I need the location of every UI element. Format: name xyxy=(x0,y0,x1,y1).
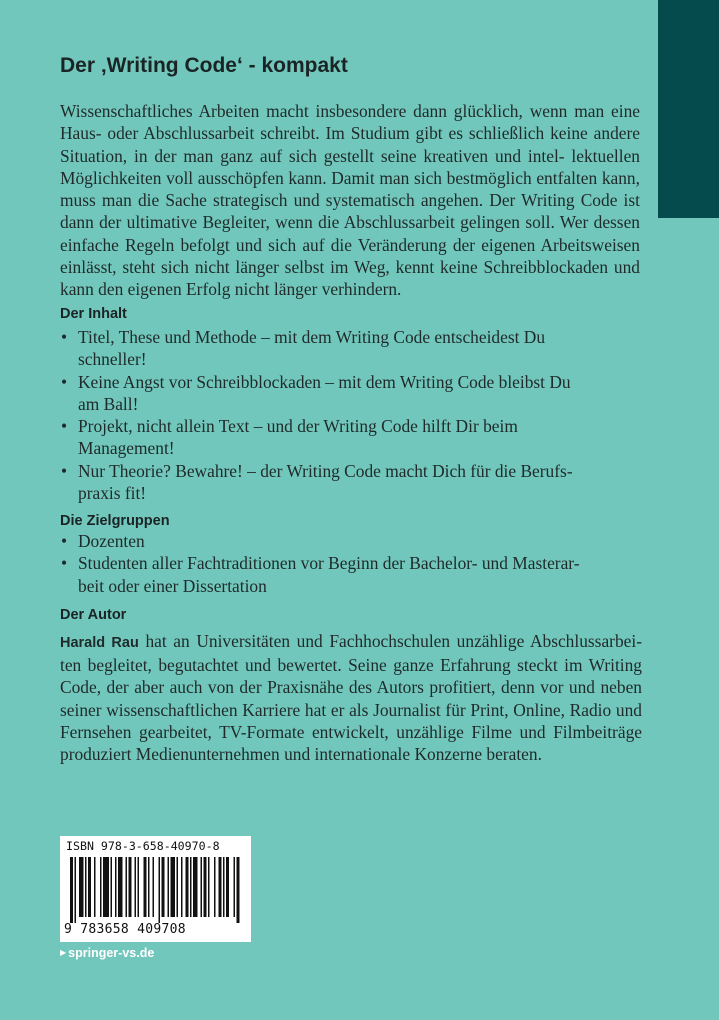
list-item xyxy=(60,552,580,597)
bullet-icon: • xyxy=(61,416,68,437)
barcode-bar xyxy=(118,857,123,917)
barcode-bar xyxy=(129,857,132,917)
contents-heading: Der Inhalt xyxy=(60,306,127,322)
barcode-bar xyxy=(162,857,165,917)
barcode-bar xyxy=(214,857,216,917)
barcode-bar xyxy=(94,857,96,917)
list-item xyxy=(60,530,580,552)
list-item xyxy=(60,460,580,505)
list-item-line: schneller! xyxy=(78,349,147,370)
author-line: hat an Universitäten und Fachhochschulen unzählige Abschlussarbei- xyxy=(138,631,642,651)
list-item xyxy=(60,326,580,371)
barcode-bars xyxy=(64,857,247,923)
barcode-bar xyxy=(70,857,73,923)
author-paragraph xyxy=(60,630,642,765)
barcode-bar xyxy=(144,857,147,917)
barcode-bar xyxy=(126,857,128,917)
barcode-bar xyxy=(204,857,207,917)
bullet-icon: • xyxy=(61,371,68,392)
website-label: springer-vs.de xyxy=(68,946,155,960)
barcode-bar xyxy=(223,857,225,917)
author-heading: Der Autor xyxy=(60,607,127,623)
list-item-line: Keine Angst vor Schreibblockaden – mit dem Writing Code bleibst Du xyxy=(78,371,571,392)
barcode-bar xyxy=(148,857,150,917)
audience-list xyxy=(60,530,580,597)
intro-line: Der Writing Code ist dann der ultimative Begleiter, wenn die Abschlussarbeit xyxy=(60,190,640,233)
bullet-icon: • xyxy=(61,460,68,481)
isbn-barcode xyxy=(60,836,251,942)
barcode-bar xyxy=(177,857,179,917)
publisher-website[interactable] xyxy=(60,946,154,960)
author-line: Code, der aber auch von der Praxisnähe des Autors profitiert, denn vor und neben xyxy=(60,677,642,698)
barcode-bar xyxy=(171,857,176,917)
list-item-line: Titel, These und Methode – mit dem Writing Code entscheidest Du xyxy=(78,327,546,347)
author-line: seiner wissenschaftlichen Karriere hat er als Journalist für Print, Online, Radio und xyxy=(60,699,642,720)
audience-heading: Die Zielgruppen xyxy=(60,513,170,529)
author-line: Fernsehen gearbeitet, TV-Formate entwickelt, unzählige Filme und Filmbeiträge xyxy=(60,721,642,742)
intro-line: gelingen soll. Wer dessen einfache Regeln befolgt und sich auf die Veränderung xyxy=(60,212,640,255)
barcode-bar xyxy=(168,857,170,917)
barcode-bar xyxy=(85,857,87,917)
list-item-line: Management! xyxy=(78,438,175,459)
author-line: produziert Medienunternehmen und internationale Konzerne beraten. xyxy=(60,744,542,765)
barcode-bar xyxy=(226,857,229,917)
intro-line: andere Situation, in der man ganz auf sich gestellt seine kreativen und intel- xyxy=(60,123,640,166)
barcode-bar xyxy=(208,857,210,917)
barcode-bar xyxy=(181,857,183,917)
intro-line: lektuellen Möglichkeiten voll ausschöpfen kann. Damit man sich bestmöglich xyxy=(60,145,640,188)
arrow-right-icon: ▶ xyxy=(60,948,67,957)
contents-list xyxy=(60,326,580,504)
barcode-bar xyxy=(201,857,203,917)
intro-line: entfalten kann, muss man die Sache strategisch und systematisch angehen. xyxy=(60,167,640,211)
list-item-line: Studenten aller Fachtraditionen vor Beginn der Bachelor- und Masterar- xyxy=(78,553,580,574)
list-item xyxy=(60,371,580,416)
author-line: ten begleitet, begutachtet und bewertet. Seine ganze Erfahrung steckt im Writing xyxy=(60,655,642,676)
author-name: Harald Rau xyxy=(60,635,139,651)
barcode-bar xyxy=(193,857,198,917)
bullet-icon: • xyxy=(61,553,68,574)
list-item-line: beit oder einer Dissertation xyxy=(78,575,267,596)
barcode-bar xyxy=(159,857,161,923)
list-item-line: am Ball! xyxy=(78,393,139,414)
list-item-line: Projekt, nicht allein Text – und der Writing Code hilft Dir beim xyxy=(78,416,518,437)
page-title: Der ‚Writing Code‘ - kompakt xyxy=(60,54,348,77)
ean-digits: 9 783658 409708 xyxy=(64,922,186,937)
barcode-bar xyxy=(100,857,102,917)
isbn-label: ISBN 978-3-658-40970-8 xyxy=(66,839,220,853)
list-item-line: Dozenten xyxy=(78,531,145,551)
list-item-line: praxis fit! xyxy=(78,483,147,504)
decorative-side-bar xyxy=(658,0,719,218)
barcode-bar xyxy=(234,857,236,917)
bullet-icon: • xyxy=(61,327,68,347)
barcode-bar xyxy=(135,857,137,917)
intro-line: Wissenschaftliches Arbeiten macht insbesondere dann glücklich, wenn man xyxy=(60,101,605,121)
barcode-bar xyxy=(115,857,117,917)
intro-line: der eigenen Arbeitsweisen einlässt, steht sich nicht länger selbst im Weg, kennt xyxy=(60,234,640,278)
barcode-bar xyxy=(190,857,192,917)
barcode-bar xyxy=(103,857,109,917)
barcode-bar xyxy=(88,857,91,917)
barcode-bar xyxy=(79,857,84,917)
barcode-bar xyxy=(111,857,113,917)
intro-paragraph xyxy=(60,100,640,301)
list-item-line: Nur Theorie? Bewahre! – der Writing Code macht Dich für die Berufs- xyxy=(78,460,573,481)
list-item xyxy=(60,415,580,460)
intro-line: eine Haus- oder Abschlussarbeit schreibt. Im Studium gibt es schließlich keine xyxy=(60,101,640,144)
intro-line: keine Schreibblockaden und kann den eigenen Erfolg nicht länger verhindern. xyxy=(60,257,640,300)
barcode-bar xyxy=(237,857,240,923)
barcode-bar xyxy=(186,857,189,917)
barcode-bar xyxy=(219,857,222,917)
barcode-bar xyxy=(75,857,77,923)
barcode-bar xyxy=(153,857,155,917)
barcode-bar xyxy=(138,857,140,917)
bullet-icon: • xyxy=(61,531,68,551)
